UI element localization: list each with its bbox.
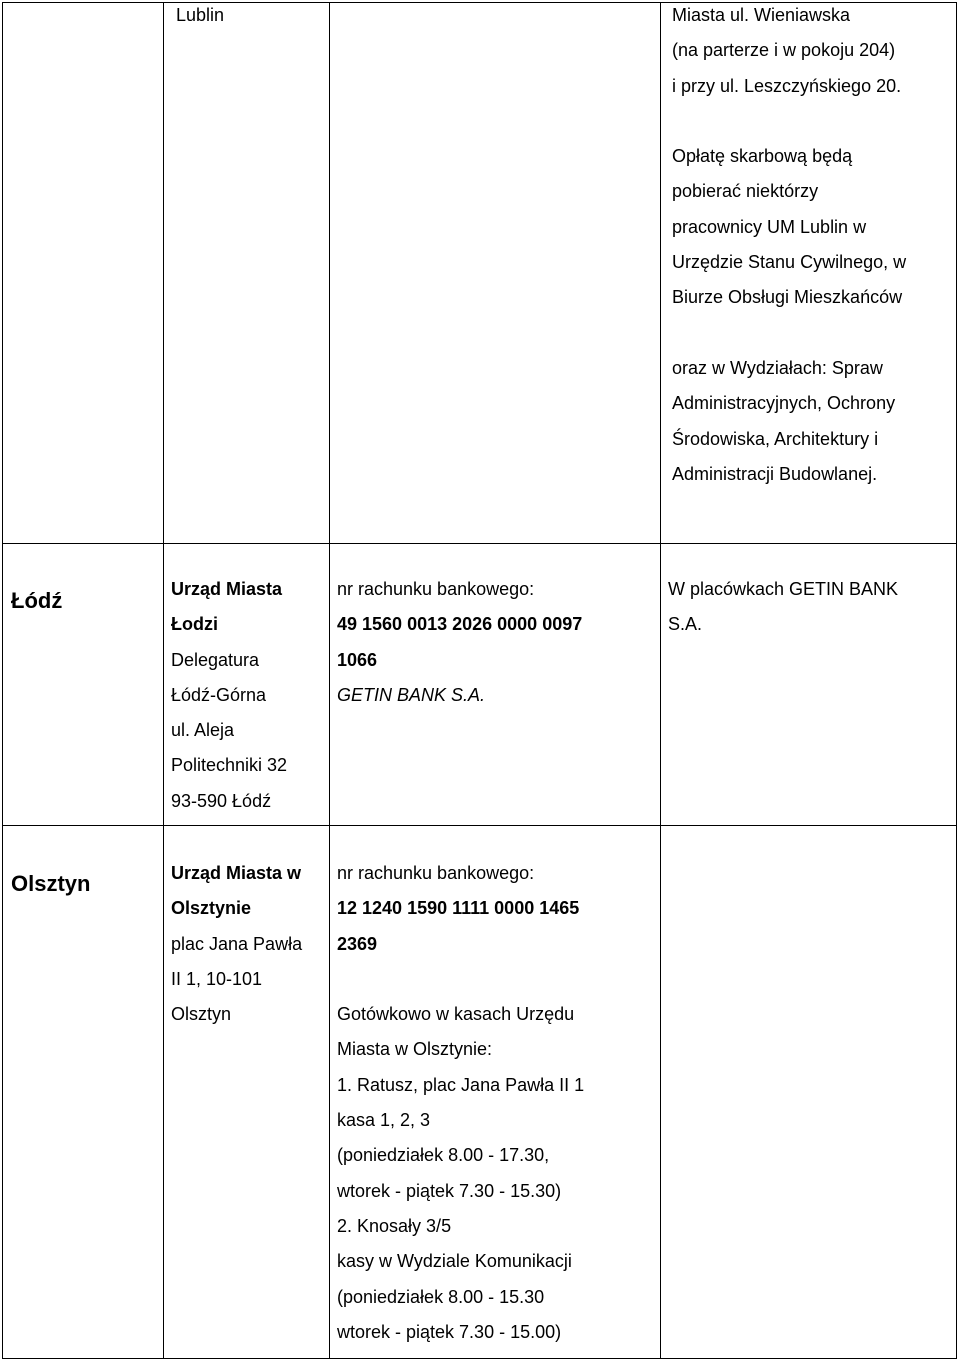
account-number: 49 1560 0013 2026 0000 0097 — [337, 614, 583, 635]
olsztyn-office-name: Olsztynie — [171, 898, 252, 919]
lodz-office-line: Delegatura — [171, 649, 260, 670]
row-divider — [2, 825, 957, 826]
lublin-place-line: i przy ul. Leszczyńskiego 20. — [672, 75, 902, 96]
lublin-office-cell — [176, 0, 224, 33]
cash-line: (poniedziałek 8.00 - 15.30 — [337, 1286, 545, 1307]
lodz-place-line: W placówkach GETIN BANK — [668, 579, 899, 599]
lublin-place-line: Administracyjnych, Ochrony — [672, 393, 896, 414]
cash-line: (poniedziałek 8.00 - 17.30, — [337, 1145, 550, 1166]
lodz-account-cell — [337, 572, 582, 713]
lublin-place-line: Administracji Budowlanej. — [672, 463, 878, 484]
account-label: nr rachunku bankowego: — [337, 863, 535, 883]
account-number: 2369 — [337, 933, 378, 954]
cash-line: kasy w Wydziale Komunikacji — [337, 1251, 572, 1272]
lublin-place-line: Środowiska, Architektury i — [672, 428, 879, 449]
account-label: nr rachunku bankowego: — [337, 579, 535, 599]
olsztyn-office-cell — [171, 856, 302, 1032]
table-border-left — [2, 2, 3, 1359]
lodz-office-name: Urząd Miasta — [171, 579, 283, 599]
lublin-place-cell — [672, 0, 906, 492]
lodz-office-line: Politechniki 32 — [171, 755, 288, 776]
table-border-right — [956, 2, 957, 1359]
cash-line: Gotówkowo w kasach Urzędu — [337, 1004, 575, 1025]
lublin-city-text: Lublin — [176, 5, 225, 25]
lublin-place-line: Urzędzie Stanu Cywilnego, w — [672, 252, 907, 273]
lodz-office-line: Łódź-Górna — [171, 684, 267, 705]
lublin-place-line: Biurze Obsługi Mieszkańców — [672, 287, 903, 308]
lublin-place-line: (na parterze i w pokoju 204) — [672, 40, 896, 61]
row-divider — [2, 543, 957, 544]
lodz-office-name: Łodzi — [171, 614, 218, 635]
bank-name: GETIN BANK S.A. — [337, 684, 486, 705]
spacer — [672, 316, 906, 351]
lodz-place-line: S.A. — [668, 614, 703, 635]
lodz-office-cell — [171, 572, 287, 819]
lublin-place-line: Miasta ul. Wieniawska — [672, 5, 851, 25]
column-divider — [660, 2, 661, 1359]
column-divider — [163, 2, 164, 1359]
lodz-office-line: 93-590 Łódź — [171, 790, 272, 811]
spacer — [337, 962, 584, 997]
lodz-place-cell — [668, 572, 898, 643]
olsztyn-office-line: plac Jana Pawła — [171, 933, 303, 954]
city-name-olsztyn: Olsztyn — [11, 871, 91, 896]
column-divider — [329, 2, 330, 1359]
lublin-place-line: pracownicy UM Lublin w — [672, 216, 867, 237]
city-name-lodz: Łódź — [11, 588, 63, 613]
cash-line: wtorek - piątek 7.30 - 15.00) — [337, 1321, 562, 1342]
olsztyn-office-line: Olsztyn — [171, 1004, 232, 1025]
olsztyn-office-line: II 1, 10-101 — [171, 968, 263, 989]
lublin-place-line: pobierać niektórzy — [672, 181, 819, 202]
olsztyn-account-cell — [337, 856, 584, 1350]
cash-line: kasa 1, 2, 3 — [337, 1110, 431, 1131]
lublin-place-line: Opłatę skarbową będą — [672, 146, 853, 167]
table-border-bottom — [2, 1358, 957, 1359]
lublin-place-line: oraz w Wydziałach: Spraw — [672, 357, 883, 378]
cash-line: Miasta w Olsztynie: — [337, 1039, 493, 1060]
cash-line: 2. Knosały 3/5 — [337, 1215, 452, 1236]
spacer — [672, 104, 906, 139]
account-number: 1066 — [337, 649, 378, 670]
olsztyn-office-name: Urząd Miasta w — [171, 863, 302, 883]
account-number: 12 1240 1590 1111 0000 1465 — [337, 898, 580, 919]
cash-line: wtorek - piątek 7.30 - 15.30) — [337, 1180, 562, 1201]
lodz-office-line: ul. Aleja — [171, 720, 235, 741]
cash-line: 1. Ratusz, plac Jana Pawła II 1 — [337, 1074, 585, 1095]
